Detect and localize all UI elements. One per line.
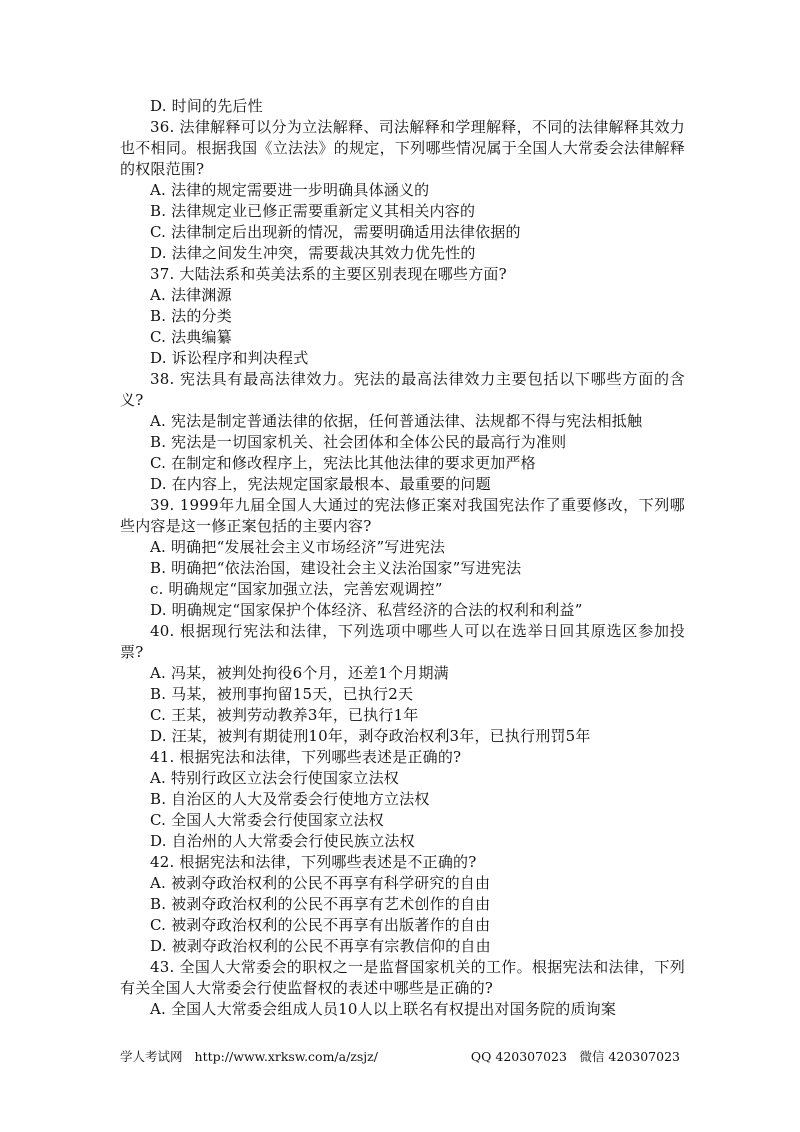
question-text: 36. 法律解释可以分为立法解释、司法解释和学理解释，不同的法律解释其效力也不相同。根据我国《立法法》的规定，下列哪些情况属于全国人大常委会法律解释的权限范围? <box>120 118 685 178</box>
option-text: A. 被剥夺政治权利的公民不再享有科学研究的自由 <box>150 874 491 892</box>
option-text: c. 明确规定“国家加强立法，完善宏观调控” <box>150 580 443 598</box>
document-body <box>120 96 685 1020</box>
option-text: C. 全国人大常委会行使国家立法权 <box>150 811 384 829</box>
option-text: B. 宪法是一切国家机关、社会团体和全体公民的最高行为准则 <box>150 433 567 451</box>
option-text: A. 宪法是制定普通法律的依据，任何普通法律、法规都不得与宪法相抵触 <box>150 412 643 430</box>
option-text: D. 在内容上，宪法规定国家最根本、最重要的问题 <box>150 475 491 493</box>
footer-url-link[interactable]: http://www.xrksw.com/a/zsjz/ <box>194 1049 378 1064</box>
question-text: 39. 1999年九届全国人大通过的宪法修正案对我国宪法作了重要修改，下列哪些内容是这一修正案包括的主要内容? <box>120 496 685 535</box>
question-text: 41. 根据宪法和法律，下列哪些表述是正确的? <box>150 748 462 766</box>
option-text: B. 法律规定业已修正需要重新定义其相关内容的 <box>150 202 476 220</box>
question-text: 37. 大陆法系和英美法系的主要区别表现在哪些方面? <box>150 265 507 283</box>
option-text: B. 自治区的人大及常委会行使地方立法权 <box>150 790 430 808</box>
footer-contact: QQ 420307023 微信 420307023 <box>470 1049 680 1064</box>
option-text: D. 明确规定“国家保护个体经济、私营经济的合法的权利和利益” <box>150 601 583 619</box>
question-text: 38. 宪法具有最高法律效力。宪法的最高法律效力主要包括以下哪些方面的含义? <box>120 370 685 409</box>
option-text: D. 时间的先后性 <box>150 97 263 115</box>
option-text: D. 被剥夺政治权利的公民不再享有宗教信仰的自由 <box>150 937 491 955</box>
option-text: A. 特别行政区立法会行使国家立法权 <box>150 769 399 787</box>
option-text: A. 冯某，被判处拘役6个月，还差1个月期满 <box>150 664 449 682</box>
option-text: A. 明确把“发展社会主义市场经济”写进宪法 <box>150 538 446 556</box>
footer-site-name: 学人考试网 <box>120 1049 183 1064</box>
option-text: C. 法律制定后出现新的情况，需要明确适用法律依据的 <box>150 223 521 241</box>
option-text: B. 马某，被刑事拘留15天，已执行2天 <box>150 685 414 703</box>
option-text: C. 王某，被判劳动教养3年，已执行1年 <box>150 706 419 724</box>
option-text: C. 被剥夺政治权利的公民不再享有出版著作的自由 <box>150 916 491 934</box>
option-text: C. 法典编纂 <box>150 328 232 346</box>
option-text: C. 在制定和修改程序上，宪法比其他法律的要求更加严格 <box>150 454 536 472</box>
option-text: B. 法的分类 <box>150 307 232 325</box>
option-text: A. 法律渊源 <box>150 286 232 304</box>
option-text: A. 法律的规定需要进一步明确具体涵义的 <box>150 181 430 199</box>
option-text: B. 被剥夺政治权利的公民不再享有艺术创作的自由 <box>150 895 491 913</box>
question-text: 43. 全国人大常委会的职权之一是监督国家机关的工作。根据宪法和法律，下列有关全国人大常委会行使监督权的表述中哪些是正确的? <box>120 958 685 997</box>
question-text: 40. 根据现行宪法和法律，下列选项中哪些人可以在选举日回其原选区参加投票? <box>120 622 685 661</box>
option-text: D. 诉讼程序和判决程式 <box>150 349 309 367</box>
option-text: A. 全国人大常委会组成人员10人以上联名有权提出对国务院的质询案 <box>150 1000 617 1018</box>
footer-left <box>120 1049 378 1065</box>
option-text: D. 法律之间发生冲突，需要裁决其效力优先性的 <box>150 244 476 262</box>
option-text: D. 汪某，被判有期徒刑10年，剥夺政治权利3年，已执行刑罚5年 <box>150 727 591 745</box>
question-text: 42. 根据宪法和法律，下列哪些表述是不正确的? <box>150 853 477 871</box>
option-text: D. 自治州的人大常委会行使民族立法权 <box>150 832 415 850</box>
option-text: B. 明确把“依法治国，建设社会主义法治国家”写进宪法 <box>150 559 522 577</box>
